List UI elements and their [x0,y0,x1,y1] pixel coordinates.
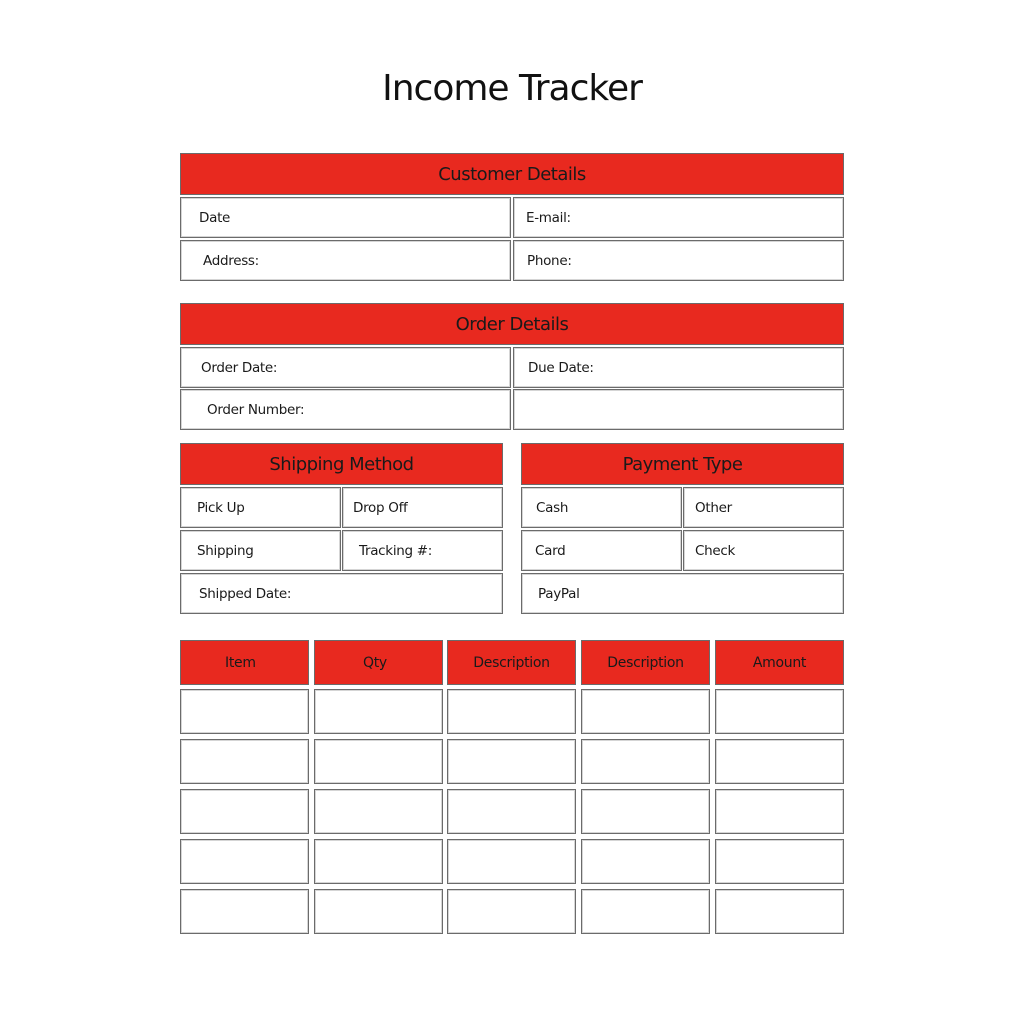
order-number-field[interactable] [180,389,511,430]
col-header-description-2: Description [581,640,710,685]
table-cell[interactable] [314,739,443,784]
due-date-field[interactable] [513,347,844,388]
table-cell[interactable] [715,889,844,934]
shipping-label: Shipping [197,542,254,559]
tracking-label: Tracking #: [359,542,433,559]
table-cell[interactable] [447,889,576,934]
email-label: E-mail: [526,209,571,226]
payment-type-header: Payment Type [521,443,844,485]
shipping-method-header: Shipping Method [180,443,503,485]
shipped-date-field[interactable] [180,573,503,614]
order-blank-field[interactable] [513,389,844,430]
table-cell[interactable] [581,739,710,784]
col-header-qty: Qty [314,640,443,685]
table-cell[interactable] [314,789,443,834]
table-cell[interactable] [180,739,309,784]
tracking-field[interactable] [342,530,503,571]
table-cell[interactable] [581,889,710,934]
table-cell[interactable] [314,689,443,734]
other-label: Other [695,499,732,516]
table-cell[interactable] [715,739,844,784]
other-field[interactable] [683,487,844,528]
paypal-label: PayPal [538,585,580,602]
page-title: Income Tracker [382,68,642,109]
drop-off-label: Drop Off [353,499,408,516]
card-label: Card [535,542,566,559]
pick-up-label: Pick Up [197,499,245,516]
table-cell[interactable] [715,789,844,834]
address-field[interactable] [180,240,511,281]
table-cell[interactable] [180,889,309,934]
date-label: Date [199,209,231,226]
col-header-item: Item [180,640,309,685]
pick-up-field[interactable] [180,487,341,528]
phone-field[interactable] [513,240,844,281]
cash-label: Cash [536,499,569,516]
table-cell[interactable] [314,839,443,884]
table-cell[interactable] [447,739,576,784]
shipped-date-label: Shipped Date: [199,585,292,602]
check-label: Check [695,542,736,559]
order-number-label: Order Number: [207,401,305,418]
table-cell[interactable] [180,789,309,834]
paypal-field[interactable] [521,573,844,614]
col-header-amount: Amount [715,640,844,685]
table-cell[interactable] [180,839,309,884]
order-details-header: Order Details [180,303,844,345]
table-cell[interactable] [581,789,710,834]
email-field[interactable] [513,197,844,238]
check-field[interactable] [683,530,844,571]
order-date-field[interactable] [180,347,511,388]
due-date-label: Due Date: [528,359,594,376]
table-cell[interactable] [180,689,309,734]
date-field[interactable] [180,197,511,238]
cash-field[interactable] [521,487,682,528]
table-cell[interactable] [581,839,710,884]
order-date-label: Order Date: [201,359,278,376]
table-cell[interactable] [715,839,844,884]
table-cell[interactable] [314,889,443,934]
phone-label: Phone: [527,252,572,269]
customer-details-header: Customer Details [180,153,844,195]
table-cell[interactable] [447,689,576,734]
table-cell[interactable] [715,689,844,734]
address-label: Address: [203,252,259,269]
col-header-description-1: Description [447,640,576,685]
drop-off-field[interactable] [342,487,503,528]
shipping-field[interactable] [180,530,341,571]
table-cell[interactable] [447,789,576,834]
table-cell[interactable] [581,689,710,734]
card-field[interactable] [521,530,682,571]
table-cell[interactable] [447,839,576,884]
